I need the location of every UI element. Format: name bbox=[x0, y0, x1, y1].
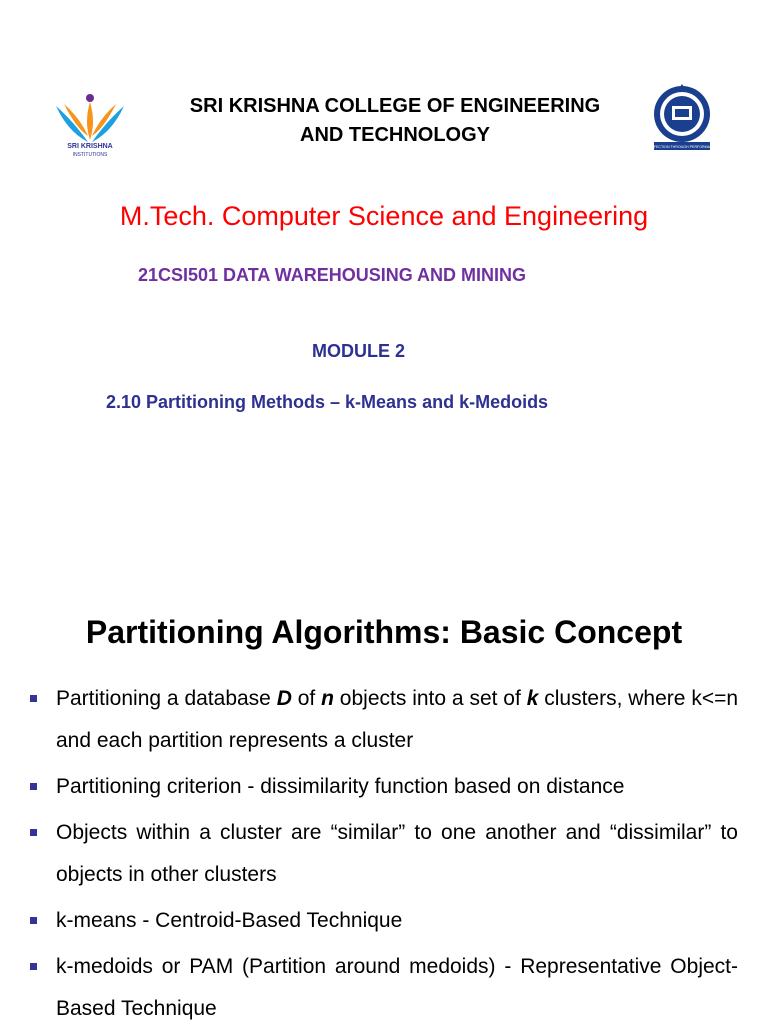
bullet-marker-icon bbox=[30, 783, 37, 790]
bullet-marker-icon bbox=[30, 695, 37, 702]
bullet2-text: Partitioning criterion - dissimilarity function based on distance bbox=[56, 775, 625, 798]
college-emblem-logo bbox=[646, 80, 718, 164]
college-name-line1: SRI KRISHNA COLLEGE OF ENGINEERING bbox=[189, 95, 601, 117]
college-name-line2: AND TECHNOLOGY bbox=[300, 124, 490, 146]
college-name bbox=[140, 92, 650, 150]
bullet-item bbox=[30, 900, 738, 942]
program-title: M.Tech. Computer Science and Engineering bbox=[119, 201, 649, 231]
logo-left-line1: SRI KRISHNA bbox=[67, 143, 113, 150]
bullet1-text-a: Partitioning a database bbox=[56, 687, 277, 710]
sri-krishna-institutions-logo bbox=[50, 92, 130, 166]
topic-title: 2.10 Partitioning Methods – k-Means and k-Medoids bbox=[106, 392, 549, 412]
variable-D: D bbox=[276, 687, 292, 710]
bullet5-text: k-medoids or PAM (Partition around medoids) - Representative Object-Based Technique bbox=[56, 955, 738, 1020]
logo-left-line2: INSTITUTIONS bbox=[72, 152, 108, 158]
bullet3-text: Objects within a cluster are “similar” to one another and “dissimilar” to objects in other clusters bbox=[56, 821, 738, 886]
emblem-motto: PERFECTION THROUGH PERFORMANCE bbox=[646, 145, 718, 149]
slide-title: Partitioning Algorithms: Basic Concept bbox=[85, 614, 683, 650]
bullet1-text-b: of bbox=[291, 687, 322, 710]
bullet-marker-icon bbox=[30, 963, 37, 970]
course-title: 21CSI501 DATA WAREHOUSING AND MINING bbox=[138, 265, 527, 285]
bullet4-text: k-means - Centroid-Based Technique bbox=[56, 909, 403, 932]
bullet-list bbox=[30, 678, 738, 1034]
bullet-marker-icon bbox=[30, 917, 37, 924]
variable-k: k bbox=[526, 687, 539, 710]
bullet-item bbox=[30, 678, 738, 762]
variable-n: n bbox=[321, 687, 334, 710]
bullet-item bbox=[30, 946, 738, 1030]
module-label: MODULE 2 bbox=[312, 341, 406, 361]
bullet-item bbox=[30, 766, 738, 808]
bullet1-text-d: clusters, where k<=n and each partition represents a cluster bbox=[56, 687, 739, 752]
content-slide bbox=[0, 580, 768, 1024]
bullet1-text-c: objects into a set of bbox=[333, 687, 527, 710]
bullet-item bbox=[30, 812, 738, 896]
bullet-marker-icon bbox=[30, 829, 37, 836]
